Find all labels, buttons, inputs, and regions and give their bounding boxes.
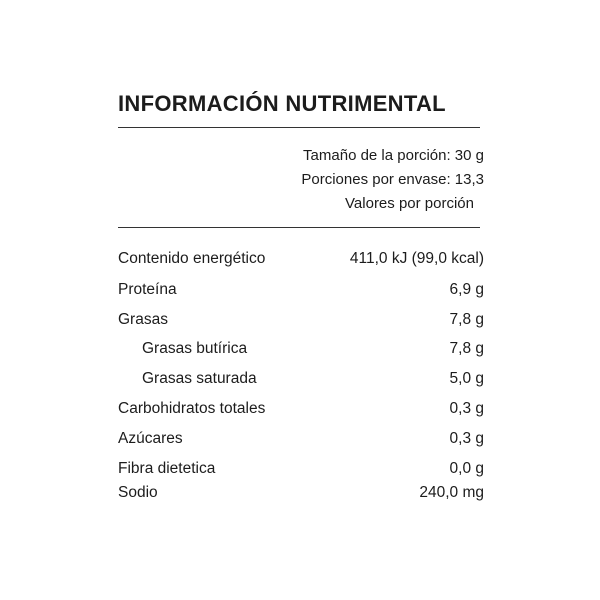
nutrient-row-carbohydrates: [118, 398, 484, 420]
nutrient-name: Contenido energético: [118, 250, 266, 267]
nutrient-row-sugars: [118, 428, 484, 450]
nutrient-row-butyric-fat: [118, 338, 484, 360]
nutrient-row-energy: [118, 248, 484, 270]
nutrient-name: Sodio: [118, 484, 158, 501]
nutrient-name: Grasas: [118, 311, 168, 328]
label-title: INFORMACIÓN NUTRIMENTAL: [118, 91, 446, 116]
nutrient-value: 7,8 g: [449, 340, 484, 357]
serving-size: Tamaño de la porción: 30 g: [303, 147, 484, 164]
nutrient-value: 240,0 mg: [419, 484, 484, 501]
nutrient-name: Carbohidratos totales: [118, 400, 266, 417]
nutrient-row-protein: [118, 279, 484, 301]
nutrient-row-sodium: [118, 482, 484, 504]
nutrient-value: 6,9 g: [449, 281, 484, 298]
nutrient-row-fat: [118, 309, 484, 331]
nutrient-value: 0,3 g: [449, 430, 484, 447]
nutrient-value: 0,3 g: [449, 400, 484, 417]
nutrient-row-saturated-fat: [118, 368, 484, 390]
nutrient-name: Proteína: [118, 281, 177, 298]
nutrient-row-fiber: [118, 458, 484, 480]
nutrient-name: Grasas saturada: [142, 370, 257, 387]
nutrient-name: Azúcares: [118, 430, 183, 447]
middle-divider: [118, 227, 480, 228]
nutrient-value: 5,0 g: [449, 370, 484, 387]
nutrient-value: 0,0 g: [449, 460, 484, 477]
nutrient-name: Fibra dietetica: [118, 460, 216, 477]
nutrient-value: 411,0 kJ (99,0 kcal): [349, 250, 484, 267]
values-per-serving: Valores por porción: [345, 195, 474, 212]
top-divider: [118, 127, 480, 128]
servings-per-container: Porciones por envase: 13,3: [301, 171, 484, 188]
nutrient-name: Grasas butírica: [142, 340, 248, 357]
nutrient-value: 7,8 g: [449, 311, 484, 328]
